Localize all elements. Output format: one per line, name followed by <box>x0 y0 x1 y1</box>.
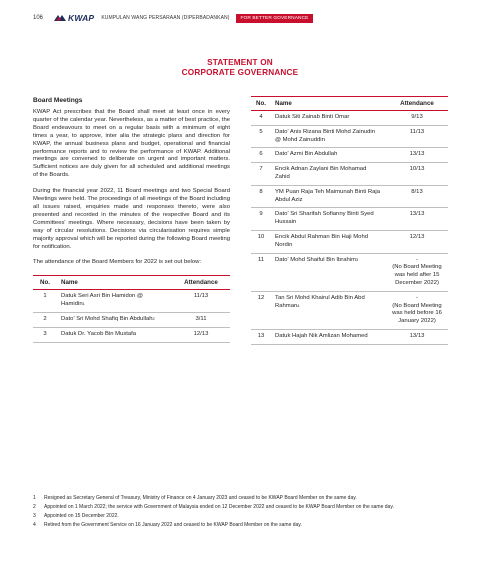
cell-name: Dato' Mohd Shaiful Bin Ibrahim$^3$ <box>271 253 386 291</box>
col-header-attendance: Attendance <box>386 97 448 111</box>
footnote <box>33 522 448 529</box>
cell-no: 1 <box>33 290 57 313</box>
kwap-logo-icon <box>53 13 67 23</box>
cell-attendance: 12/13 <box>172 327 230 342</box>
cell-no: 8 <box>251 185 271 208</box>
footnote <box>33 495 448 502</box>
cell-no: 9 <box>251 208 271 231</box>
footnote-marker: 1 <box>82 301 85 307</box>
attendance-table-left <box>33 275 230 342</box>
cell-attendance: 13/13 <box>386 208 448 231</box>
section-tag: FOR BETTER GOVERNANCE <box>236 14 314 23</box>
footnote <box>33 504 448 511</box>
paragraph-2: During the financial year 2022, 11 Board meetings and two Special Board Meetings were held. The proceedings of all meetings of the Board including all issues raised, enquiries made and responses thereto, were also presented and recorded in the minutes of the respective Board and its Committees' meetings. Where necessary, decisions have been taken by way of circular resolutions. Decisions via circularisation requires simple majority approval which will be reported during the following Board meeting for notification. <box>33 188 230 250</box>
title-line-2: CORPORATE GOVERNANCE <box>181 68 299 77</box>
page-title <box>180 58 300 78</box>
footnote-marker: 4 <box>297 302 300 308</box>
table-row <box>251 163 448 186</box>
paragraph-1: KWAP Act prescribes that the Board shall meet at least once in every quarter of the calendar year. Nevertheless, as a matter of best practice, the Board endeavours to meet on a regular basis with a minimum of eight times a year, to approve, inter alia the strategic plans and direction for KWAP, the annual business plans and budget, operational and financial performance reports and to review the performance of KWAP. Additional meetings are convened to deliberate on urgent and important matters. Sufficient notices are duly given for all scheduled and additional meetings of the Boards. <box>33 109 230 179</box>
cell-no: 5 <box>251 125 271 148</box>
paragraph-3: The attendance of the Board Members for 2022 is set out below: <box>33 259 201 266</box>
table-row <box>251 185 448 208</box>
footnotes <box>33 495 448 531</box>
footnote-text: Resigned as Secretary General of Treasury, Ministry of Finance on 4 January 2023 and ceased to be KWAP Board Member on the same day. <box>44 495 357 501</box>
footnote-mark: 2 <box>33 504 36 511</box>
cell-name: Datuk Dr. Yacob Bin Mustafa <box>57 327 172 342</box>
cell-attendance: 3/11 <box>172 312 230 327</box>
table-header-row <box>33 276 230 290</box>
table-row <box>251 208 448 231</box>
cell-no: 10 <box>251 230 271 253</box>
cell-no: 3 <box>33 327 57 342</box>
footnote-mark: 4 <box>33 522 36 529</box>
col-header-attendance: Attendance <box>172 276 230 290</box>
cell-name: Dato' Anis Rizana Binti Mohd Zainudin @ Mohd Zainuddin <box>271 125 386 148</box>
table-row <box>251 148 448 163</box>
cell-attendance: 10/13 <box>386 163 448 186</box>
table-header-row <box>251 97 448 111</box>
table-row <box>251 291 448 329</box>
table-row <box>251 111 448 126</box>
cell-name: Tan Sri Mohd Khairul Adib Bin Abd Rahman$^4$ <box>271 291 386 329</box>
cell-no: 2 <box>33 312 57 327</box>
cell-attendance: 9/13 <box>386 111 448 126</box>
cell-attendance: 8/13 <box>386 185 448 208</box>
attendance-table-right <box>251 96 448 345</box>
table-row <box>33 290 230 313</box>
cell-no: 7 <box>251 163 271 186</box>
cell-attendance: 11/13 <box>386 125 448 148</box>
footnote <box>33 513 448 520</box>
cell-name: Encik Abdul Rahman Bin Haji Mohd Nordin <box>271 230 386 253</box>
footnote-mark: 3 <box>33 513 36 520</box>
footnote-text: Appointed on 15 December 2022. <box>44 513 119 520</box>
table-row <box>33 327 230 342</box>
footnote-marker: 2 <box>152 315 155 321</box>
table-row <box>33 312 230 327</box>
footnote-text: Appointed on 1 March 2022; the service with Government of Malaysia ended on 12 December 2022 and ceased to be KWAP Board Member on the same day. <box>44 504 394 511</box>
page-header <box>33 12 313 24</box>
table-row <box>251 329 448 344</box>
col-header-name: Name <box>57 276 172 290</box>
cell-attendance: 11/13 <box>172 290 230 313</box>
cell-name: Datuk Hajah Nik Amlizan Mohamed <box>271 329 386 344</box>
cell-name: Dato' Sri Sharifah Sofianny Binti Syed Hussain <box>271 208 386 231</box>
cell-attendance: - (No Board Meeting was held before 16 January 2022) <box>386 291 448 329</box>
left-column <box>33 97 230 343</box>
footnote-mark: 1 <box>33 495 36 501</box>
col-header-no: No. <box>33 276 57 290</box>
table-row <box>251 253 448 291</box>
logo-text: KWAP <box>68 13 95 23</box>
col-header-name: Name <box>271 97 386 111</box>
col-header-no: No. <box>251 97 271 111</box>
cell-no: 4 <box>251 111 271 126</box>
cell-name: Encik Adnan Zaylani Bin Mohamad Zahid <box>271 163 386 186</box>
title-line-1: STATEMENT ON <box>207 58 273 67</box>
footnote-text: Retired from the Government Service on 16 January 2022 and ceased to be KWAP Board Member on the same day. <box>44 522 302 529</box>
cell-attendance: 13/13 <box>386 148 448 163</box>
cell-attendance: 13/13 <box>386 329 448 344</box>
right-column <box>251 96 448 345</box>
cell-no: 11 <box>251 253 271 291</box>
table-row <box>251 125 448 148</box>
cell-name: Dato' Sri Mohd Shafiq Bin Abdullah$^2$ <box>57 312 172 327</box>
org-name: KUMPULAN WANG PERSARAAN (DIPERBADANKAN) <box>101 15 230 21</box>
cell-name: Dato' Azmi Bin Abdullah <box>271 148 386 163</box>
cell-name: Datuk Seri Asri Bin Hamidon @ Hamidin$^1$ <box>57 290 172 313</box>
cell-name: YM Puan Raja Teh Maimunah Binti Raja Abdul Aziz <box>271 185 386 208</box>
cell-no: 13 <box>251 329 271 344</box>
cell-attendance: 12/13 <box>386 230 448 253</box>
page-number: 106 <box>33 15 44 21</box>
cell-attendance: - (No Board Meeting was held after 15 December 2022) <box>386 253 448 291</box>
cell-no: 6 <box>251 148 271 163</box>
kwap-logo <box>53 13 94 23</box>
cell-name: Datuk Siti Zainab Binti Omar <box>271 111 386 126</box>
table-row <box>251 230 448 253</box>
footnote-marker: 3 <box>356 256 359 262</box>
cell-no: 12 <box>251 291 271 329</box>
section-heading: Board Meetings <box>33 97 83 104</box>
